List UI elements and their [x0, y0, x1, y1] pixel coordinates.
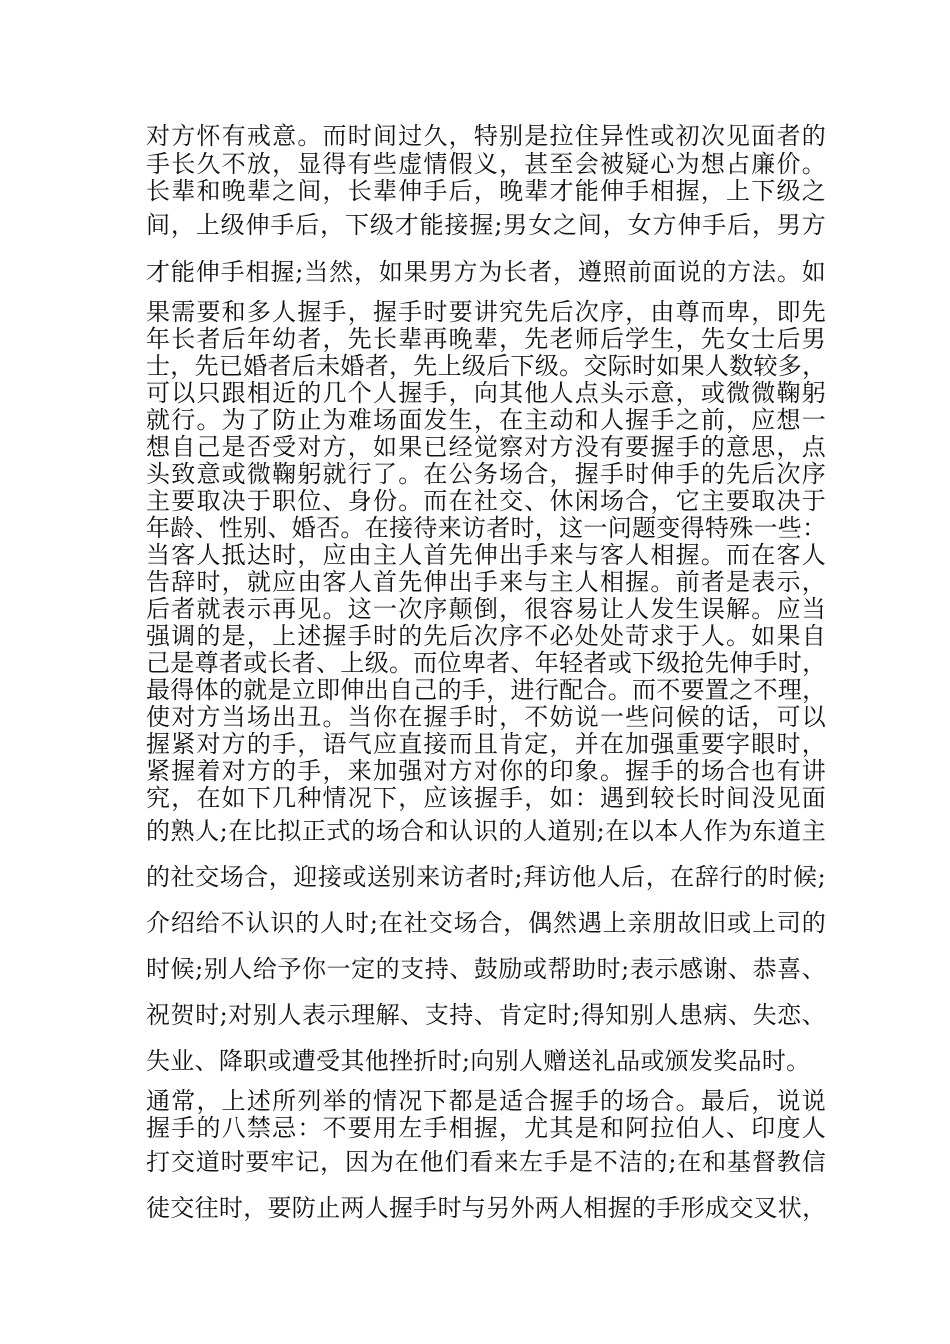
text-line: 使对方当场出丑。当你在握手时，不妨说一些问候的话，可以 — [146, 703, 826, 731]
text-line: 对方怀有戒意。而时间过久，特别是拉住异性或初次见面者的 — [146, 122, 826, 150]
text-line: 头致意或微鞠躬就行了。在公务场合，握手时伸手的先后次序 — [146, 460, 826, 488]
text-line: 紧握着对方的手，来加强对方对你的印象。握手的场合也有讲 — [146, 757, 826, 785]
text-line: 强调的是，上述握手时的先后次序不必处处苛求于人。如果自 — [146, 622, 826, 650]
text-line: 手长久不放，显得有些虚情假义，甚至会被疑心为想占廉价。 — [146, 150, 826, 178]
text-line: 就行。为了防止为难场面发生，在主动和人握手之前，应想一 — [146, 406, 826, 434]
text-line: 长辈和晚辈之间，长辈伸手后，晚辈才能伸手相握，上下级之 — [146, 177, 826, 205]
text-line: 的社交场合，迎接或送别来访者时;拜访他人后，在辞行的时候; — [146, 863, 826, 891]
text-line: 想自己是否受对方，如果已经觉察对方没有要握手的意思，点 — [146, 433, 826, 461]
text-line: 最得体的就是立即伸出自己的手，进行配合。而不要置之不理， — [146, 676, 826, 704]
text-line: 己是尊者或长者、上级。而位卑者、年轻者或下级抢先伸手时， — [146, 649, 826, 677]
text-line: 的熟人;在比拟正式的场合和认识的人道别;在以本人作为东道主 — [146, 817, 826, 845]
text-line: 握紧对方的手，语气应直接而且肯定，并在加强重要字眼时， — [146, 730, 826, 758]
text-line: 年龄、性别、婚否。在接待来访者时，这一问题变得特殊一些： — [146, 514, 826, 542]
text-line: 徒交往时，要防止两人握手时与另外两人相握的手形成交叉状， — [146, 1194, 826, 1222]
text-line: 打交道时要牢记，因为在他们看来左手是不洁的;在和基督教信 — [146, 1148, 826, 1176]
text-line: 通常，上述所列举的情况下都是适合握手的场合。最后，说说 — [146, 1087, 826, 1115]
text-line: 失业、降职或遭受其他挫折时;向别人赠送礼品或颁发奖品时。 — [146, 1047, 811, 1075]
text-line: 间，上级伸手后，下级才能接握;男女之间，女方伸手后，男方 — [146, 211, 826, 239]
text-line: 时候;别人给予你一定的支持、鼓励或帮助时;表示感谢、恭喜、 — [146, 955, 826, 983]
text-line: 士，先已婚者后未婚者，先上级后下级。交际时如果人数较多， — [146, 352, 826, 380]
text-line: 究，在如下几种情况下，应该握手，如：遇到较长时间没见面 — [146, 784, 826, 812]
text-line: 才能伸手相握;当然，如果男方为长者，遵照前面说的方法。如 — [146, 258, 826, 286]
text-line: 当客人抵达时，应由主人首先伸出手来与客人相握。而在客人 — [146, 541, 826, 569]
text-line: 握手的八禁忌：不要用左手相握，尤其是和阿拉伯人、印度人 — [146, 1114, 826, 1142]
text-line: 告辞时，就应由客人首先伸出手来与主人相握。前者是表示， — [146, 568, 826, 596]
text-line: 后者就表示再见。这一次序颠倒，很容易让人发生误解。应当 — [146, 595, 826, 623]
text-line: 年长者后年幼者，先长辈再晚辈，先老师后学生，先女士后男 — [146, 325, 826, 353]
text-line: 祝贺时;对别人表示理解、支持、肯定时;得知别人患病、失恋、 — [146, 1001, 826, 1029]
text-line: 主要取决于职位、身份。而在社交、休闲场合，它主要取决于 — [146, 487, 826, 515]
text-line: 介绍给不认识的人时;在社交场合，偶然遇上亲朋故旧或上司的 — [146, 909, 826, 937]
text-line: 果需要和多人握手，握手时要讲究先后次序，由尊而卑，即先 — [146, 298, 826, 326]
text-line: 可以只跟相近的几个人握手，向其他人点头示意，或微微鞠躬 — [146, 379, 826, 407]
